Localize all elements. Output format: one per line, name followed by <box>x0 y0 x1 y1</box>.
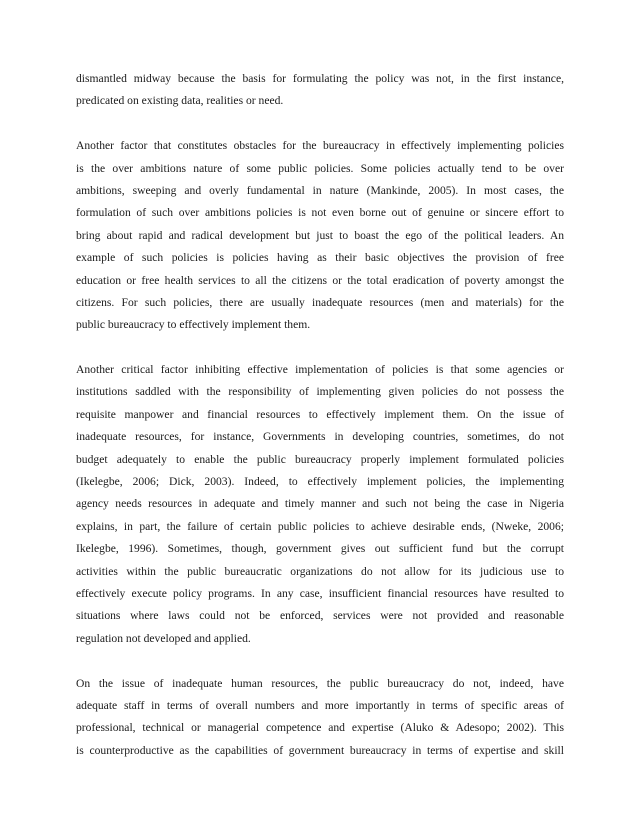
text-line: predicated on existing data, realities or need. <box>76 94 284 108</box>
text-line: public bureaucracy to effectively implement them. <box>76 318 311 332</box>
text-line: situations where laws could not be enforced, services were not provided and reasonable <box>76 609 564 623</box>
paragraph <box>76 135 564 337</box>
text-line: (Ikelegbe, 2006; Dick, 2003). Indeed, to effectively implement policies, the implementing <box>76 475 564 489</box>
text-line: ambitions, sweeping and overly fundamental in nature (Mankinde, 2005). In most cases, the <box>76 183 564 197</box>
text-line: example of such policies is policies having as their basic objectives the provision of free <box>76 251 564 265</box>
text-line: education or free health services to all the citizens or the total eradication of poverty amongst the <box>76 273 564 287</box>
text-line: regulation not developed and applied. <box>76 631 251 645</box>
text-line: bring about rapid and radical development but just to boast the ego of the political leaders. An <box>76 228 564 242</box>
paragraph <box>76 68 564 113</box>
text-line: Another factor that constitutes obstacles for the bureaucracy in effectively implementing policies <box>76 139 564 153</box>
paragraph <box>76 673 564 763</box>
text-line: professional, technical or managerial competence and expertise (Aluko & Adesopo; 2002). This <box>76 721 564 735</box>
paragraph <box>76 359 564 650</box>
text-line: institutions saddled with the responsibility of implementing given policies do not possess the <box>76 385 564 399</box>
text-line: requisite manpower and financial resources to effectively implement them. On the issue of <box>76 407 564 421</box>
text-line: agency needs resources in adequate and timely manner and such not being the case in Nigeria <box>76 497 564 511</box>
text-line: effectively execute policy programs. In any case, insufficient financial resources have resulted to <box>76 586 564 600</box>
text-line: explains, in part, the failure of certain public policies to achieve desirable ends, (Nweke, 2006; <box>76 519 564 533</box>
text-line: Another critical factor inhibiting effective implementation of policies is that some agencies or <box>76 363 564 377</box>
text-line: activities within the public bureaucratic organizations do not allow for its judicious use to <box>76 564 564 578</box>
text-line: is counterproductive as the capabilities of government bureaucracy in terms of expertise and skill <box>76 743 564 757</box>
text-line: Ikelegbe, 1996). Sometimes, though, government gives out sufficient fund but the corrupt <box>76 542 564 556</box>
text-line: citizens. For such policies, there are usually inadequate resources (men and materials) for the <box>76 295 564 309</box>
text-line: dismantled midway because the basis for formulating the policy was not, in the first instance, <box>76 72 564 85</box>
text-line: On the issue of inadequate human resources, the public bureaucracy do not, indeed, have <box>76 676 564 690</box>
text-line: is the over ambitions nature of some public policies. Some policies actually tend to be over <box>76 161 564 175</box>
text-line: adequate staff in terms of overall numbers and more importantly in terms of specific areas of <box>76 698 564 712</box>
document-body <box>76 68 564 785</box>
text-line: inadequate resources, for instance, Governments in developing countries, sometimes, do not <box>76 430 564 444</box>
text-line: formulation of such over ambitions policies is not even borne out of genuine or sincere effort to <box>76 206 564 220</box>
text-line: budget adequately to enable the public bureaucracy properly implement formulated policies <box>76 452 564 466</box>
